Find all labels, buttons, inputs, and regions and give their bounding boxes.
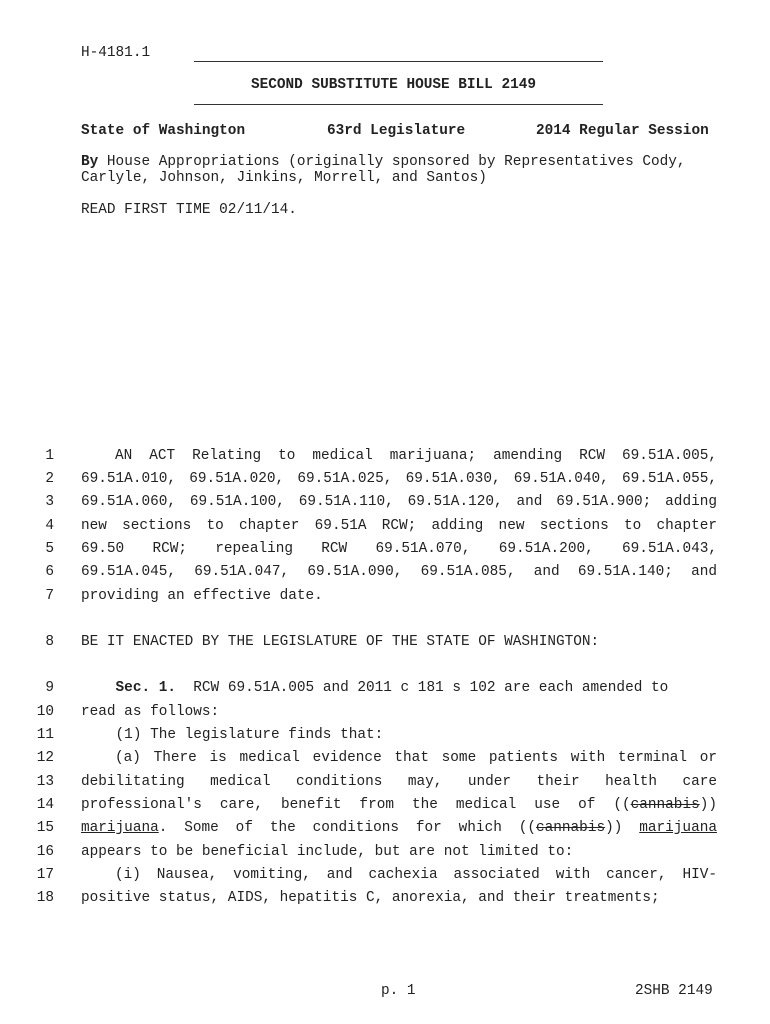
line-text: (i) Nausea, vomiting, and cachexia associated with cancer, HIV- [115,867,717,883]
text-segment: )) [605,820,640,836]
line-text: positive status, AIDS, hepatitis C, anorexia, and their treatments; [81,890,660,906]
legislature: 63rd Legislature [327,123,466,139]
bill-title: SECOND SUBSTITUTE HOUSE BILL 2149 [251,77,536,93]
line-text: new sections to chapter 69.51A RCW; adding new sections to chapter [81,518,717,534]
line-number: 6 [45,564,54,580]
line-text: (a) There is medical evidence that some patients with terminal or [115,750,717,766]
line-text: read as follows: [81,704,220,720]
line-text-body: RCW 69.51A.005 and 2011 c 181 s 102 are each amended to [193,680,669,696]
footer-bill-code: 2SHB 2149 [635,983,713,999]
section-label: Sec. 1. [115,680,176,696]
by-label: By [81,154,99,170]
line-text: 69.51A.045, 69.51A.047, 69.51A.090, 69.51A.085, and 69.51A.140; and [81,564,717,580]
line-number: 1 [45,448,54,464]
line-text: providing an effective date. [81,588,323,604]
header-rule-bottom [194,104,603,105]
line-number: 15 [36,820,54,836]
sponsor-line-2: Carlyle, Johnson, Jinkins, Morrell, and Santos) [81,170,487,186]
line-text: AN ACT Relating to medical marijuana; amending RCW 69.51A.005, [115,448,717,464]
line-text: (1) The legislature finds that: [81,727,384,743]
line-text: BE IT ENACTED BY THE LEGISLATURE OF THE STATE OF WASHINGTON: [81,634,600,650]
text-segment: )) [699,797,717,813]
line-number: 18 [36,890,54,906]
session: 2014 Regular Session [536,123,709,139]
line-number: 4 [45,518,54,534]
line-text: 69.50 RCW; repealing RCW 69.51A.070, 69.51A.200, 69.51A.043, [81,541,717,557]
sponsor-text-1: House Appropriations (originally sponsored by Representatives Cody, [106,154,686,170]
line-number: 12 [36,750,54,766]
line-text [81,680,668,696]
bill-code: H-4181.1 [81,45,151,61]
line-number: 2 [45,471,54,487]
line-number: 5 [45,541,54,557]
text-segment: professional's care, benefit from the medical use of (( [81,797,631,813]
line-number: 8 [45,634,54,650]
line-number: 9 [45,680,54,696]
line-text [81,797,717,813]
read-first-time: READ FIRST TIME 02/11/14. [81,202,297,218]
struck-text: cannabis [630,797,700,813]
line-number: 7 [45,588,54,604]
struck-text: cannabis [536,820,606,836]
state-name: State of Washington [81,123,246,139]
sponsor-line-1 [81,154,686,170]
line-number: 13 [36,774,54,790]
line-text: 69.51A.060, 69.51A.100, 69.51A.110, 69.51A.120, and 69.51A.900; adding [81,494,717,510]
line-text: appears to be beneficial include, but are not limited to: [81,844,574,860]
inserted-text: marijuana [639,820,717,836]
header-rule-top [194,61,603,62]
line-number: 11 [36,727,54,743]
line-number: 3 [45,494,54,510]
line-number: 10 [36,704,54,720]
line-number: 14 [36,797,54,813]
line-number: 16 [36,844,54,860]
line-number: 17 [36,867,54,883]
page-number: p. 1 [381,983,416,999]
line-text [81,820,717,836]
line-text: 69.51A.010, 69.51A.020, 69.51A.025, 69.51A.030, 69.51A.040, 69.51A.055, [81,471,717,487]
inserted-text: marijuana [81,820,159,836]
line-text: debilitating medical conditions may, under their health care [81,774,717,790]
text-segment: . Some of the conditions for which (( [158,820,536,836]
